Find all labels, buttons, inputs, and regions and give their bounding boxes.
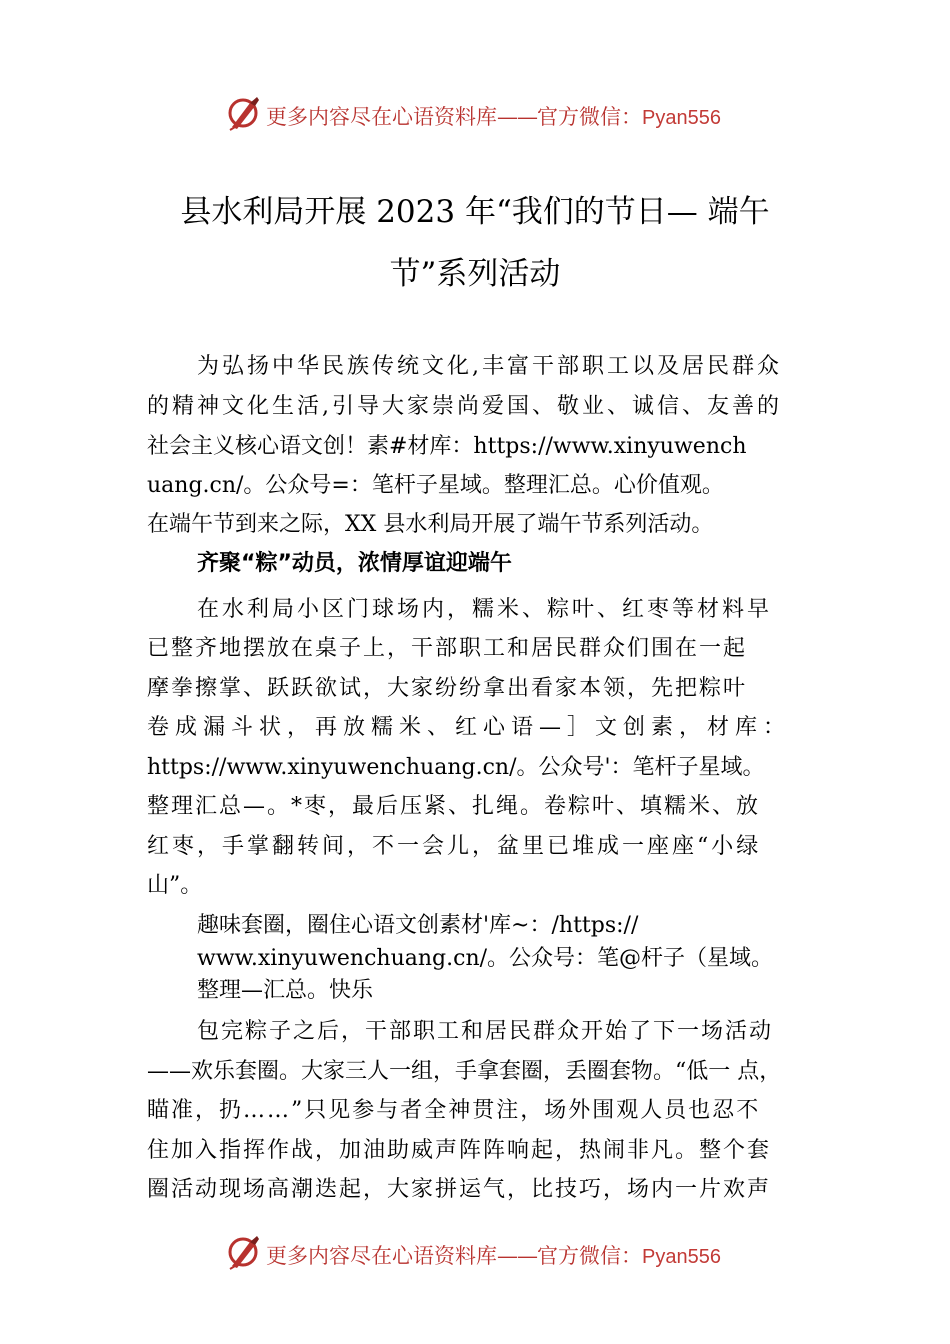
banner-main-text: 更多内容尽在心语资料库 <box>266 105 497 129</box>
paragraph-2-line-5: https://www.xinyuwenchuang.cn/。公众号'：笔杆子星域。 <box>147 755 765 780</box>
banner-wechat-id: Pyan556 <box>642 1246 721 1268</box>
section-heading-2-line-3: 整理—汇总。快乐 <box>197 978 374 1003</box>
paragraph-2-line-4: 卷成漏斗状，再放糯米、红心语—］文创素，材库： <box>147 715 792 740</box>
paragraph-1-line-1: 为弘扬中华民族传统文化,丰富干部职工以及居民群众 <box>197 354 782 379</box>
section-heading-2-line-2: www.xinyuwenchuang.cn/。公众号：笔@杆子（星域。 <box>197 946 774 971</box>
paragraph-1-line-4: uang.cn/。公众号=：笔杆子星域。整理汇总。心价值观。 <box>147 473 724 498</box>
paragraph-3-line-1: 包完粽子之后，干部职工和居民群众开始了下一场活动 <box>197 1019 774 1044</box>
banner-text <box>266 101 721 131</box>
banner-wechat-label: 官方微信： <box>537 105 642 129</box>
banner-dash: —— <box>497 1244 537 1268</box>
paragraph-2-line-8: 山”。 <box>147 873 203 898</box>
paragraph-2-line-6: 整理汇总—。*枣，最后压紧、扎绳。卷粽叶、填糯米、放 <box>147 794 761 819</box>
banner-wechat-label: 官方微信： <box>537 1244 642 1268</box>
section-heading-1: 齐聚“粽”动员，浓情厚谊迎端午 <box>197 551 512 576</box>
banner-wechat-id: Pyan556 <box>642 107 721 129</box>
paragraph-1-line-5: 在端午节到来之际，XX 县水利局开展了端午节系列活动。 <box>147 512 714 537</box>
paragraph-2-line-3: 摩拳擦掌、跃跃欲试，大家纷纷拿出看家本领，先把粽叶 <box>147 676 748 701</box>
banner-text <box>266 1240 721 1270</box>
paragraph-2-line-1: 在水利局小区门球场内，糯米、粽叶、红枣等材料早 <box>197 597 773 622</box>
paragraph-3-line-5: 圈活动现场高潮迭起，大家拼运气，比技巧，场内一片欢声 <box>147 1177 772 1202</box>
banner-main-text: 更多内容尽在心语资料库 <box>266 1244 497 1268</box>
paragraph-3-line-4: 住加入指挥作战，加油助威声阵阵响起，热闹非凡。整个套 <box>147 1138 772 1163</box>
paragraph-2-line-7: 红枣，手掌翻转间，不一会儿，盆里已堆成一座座“小绿 <box>147 834 762 859</box>
paragraph-1-line-3: 社会主义核心语文创！素#材库：https://www.xinyuwench <box>147 434 747 459</box>
paragraph-2-line-2: 已整齐地摆放在桌子上，干部职工和居民群众们围在一起 <box>147 636 748 661</box>
section-heading-2-line-1: 趣味套圈，圈住心语文创素材'库~：/https:// <box>197 913 639 938</box>
paragraph-3-line-2: ——欢乐套圈。大家三人一组，手拿套圈，丢圈套物。“低一 点， <box>147 1059 782 1084</box>
banner-dash: —— <box>497 105 537 129</box>
pen-logo-icon <box>226 94 262 132</box>
header-watermark-banner <box>0 92 950 136</box>
document-title-line-1: 县水利局开展 2023 年“我们的节日— 端午 <box>180 194 770 230</box>
paragraph-3-line-3: 瞄准，扔……”只见参与者全神贯注，场外围观人员也忍不 <box>147 1098 761 1123</box>
document-title-line-2: 节”系列活动 <box>389 256 561 292</box>
paragraph-1-line-2: 的精神文化生活,引导大家崇尚爱国、敬业、诚信、友善的 <box>147 394 782 419</box>
footer-watermark-banner <box>0 1231 950 1275</box>
pen-logo-icon <box>226 1233 262 1271</box>
